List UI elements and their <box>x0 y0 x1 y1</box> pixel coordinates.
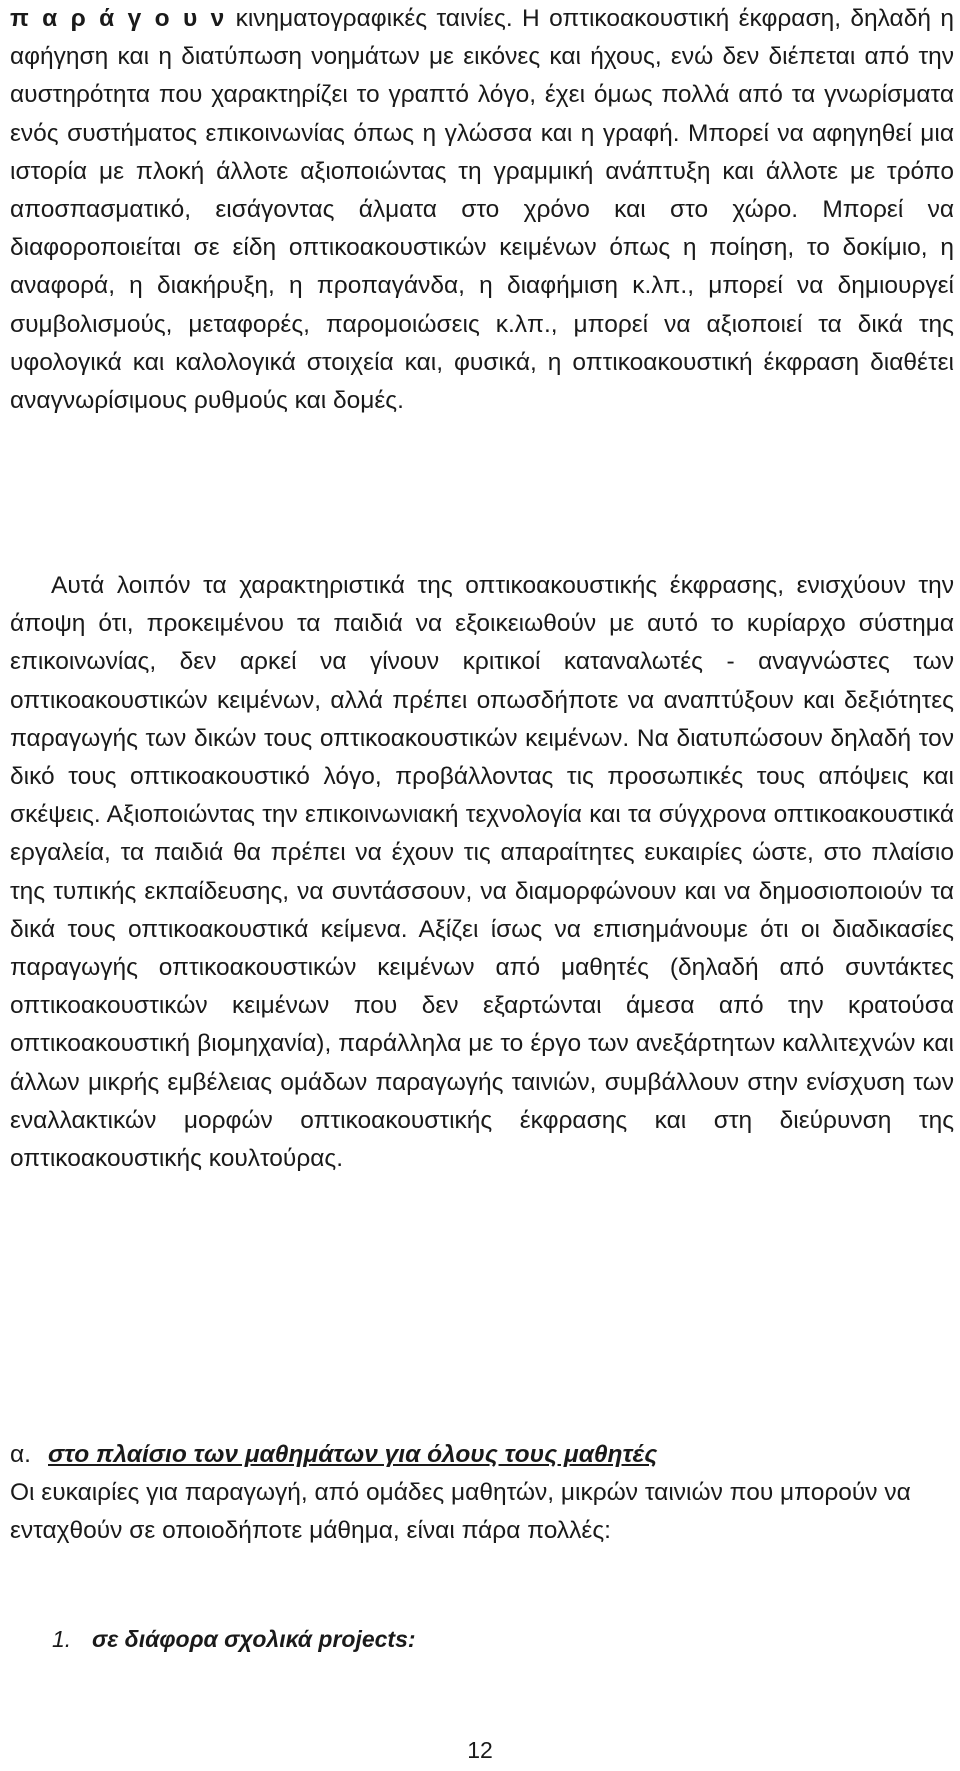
section-a-marker: α. <box>10 1441 31 1468</box>
paragraph-1 <box>10 0 954 420</box>
paragraph-3: Οι ευκαιρίες για παραγωγή, από ομάδες μαθητών, μικρών ταινιών που μπορούν να ενταχθούν σε οποιοδήποτε μάθημα, είναι πάρα πολλές: <box>10 1479 911 1545</box>
list-item-1 <box>52 1621 416 1657</box>
list-item-1-text: σε διάφορα σχολικά projects: <box>92 1626 416 1652</box>
paragraph-1-text: κινηματογραφικές ταινίες. Η οπτικοακουστική έκφραση, δηλαδή η αφήγηση και η διατύπωση νοημάτων με εικόνες και ήχους, ενώ δεν διέπεται από την αυστηρότητα που χαρακτηρίζει το γραπτό λόγο, έχει όμως πολλά από τα γνωρίσματα ενός συστήματος επικοινωνίας όπως η γλώσσα και η γραφή. Μπορεί να αφηγηθεί μια ιστορία με πλοκή άλλοτε αξιοποιώντας τη γραμμική ανάπτυξη και άλλοτε με τρόπο αποσπασματικό, εισάγοντας άλματα στο χρόνο και στο χώρο. Μπορεί να διαφοροποιείται σε είδη οπτικοακουστικών κειμένων όπως η ποίηση, το δοκίμιο, η αναφορά, η διακήρυξη, η προπαγάνδα, η διαφήμιση κ.λπ., μπορεί να δημιουργεί συμβολισμούς, μεταφορές, παρομοιώσεις κ.λπ., μπορεί να αξιοποιεί τα δικά της υφολογικά και καλολογικά στοιχεία και, φυσικά, η οπτικοακουστική έκφραση διαθέτει αναγνωρίσιμους ρυθμούς και δομές. <box>10 5 954 415</box>
paragraph-1-lead: π α ρ ά γ ο υ ν <box>10 5 227 32</box>
section-a-title: στο πλαίσιο των μαθημάτων για όλους τους μαθητές <box>48 1441 658 1468</box>
paragraph-2 <box>10 567 954 1178</box>
list-item-1-number: 1. <box>52 1626 72 1652</box>
section-a-heading <box>10 1436 657 1474</box>
paragraph-2-text: Αυτά λοιπόν τα χαρακτηριστικά της οπτικοακουστικής έκφρασης, ενισχύουν την άποψη ότι, προκειμένου τα παιδιά να εξοικειωθούν με αυτό το κυρίαρχο σύστημα επικοινωνίας, δεν αρκεί να γίνουν κριτικοί καταναλωτές - αναγνώστες των οπτικοακουστικών κειμένων, αλλά πρέπει οπωσδήποτε να αναπτύξουν και δεξιότητες παραγωγής των δικών τους οπτικοακουστικών κειμένων. Να διατυπώσουν δηλαδή τον δικό τους οπτικοακουστικό λόγο, προβάλλοντας τις προσωπικές τους απόψεις και σκέψεις. Αξιοποιώντας την επικοινωνιακή τεχνολογία και τα σύγχρονα οπτικοακουστικά εργαλεία, τα παιδιά θα πρέπει να έχουν τις απαραίτητες ευκαιρίες ώστε, στο πλαίσιο της τυπικής εκπαίδευσης, να συντάσσουν, να διαμορφώνουν και να δημοσιοποιούν τα δικά τους οπτικοακουστικά κείμενα. Αξίζει ίσως να επισημάνουμε ότι οι διαδικασίες παραγωγής οπτικοακουστικών κειμένων από μαθητές (δηλαδή από συντάκτες οπτικοακουστικών κειμένων που δεν εξαρτώνται άμεσα από την κρατούσα οπτικοακουστική βιομηχανία), παράλληλα με το έργο των ανεξάρτητων καλλιτεχνών και άλλων μικρής εμβέλειας ομάδων παραγωγής ταινιών, συμβάλλουν στην ενίσχυση των εναλλακτικών μορφών οπτικοακουστικής έκφρασης και στη διεύρυνση της οπτικοακουστικής κουλτούρας. <box>10 572 954 1173</box>
page-number: 12 <box>467 1737 493 1763</box>
